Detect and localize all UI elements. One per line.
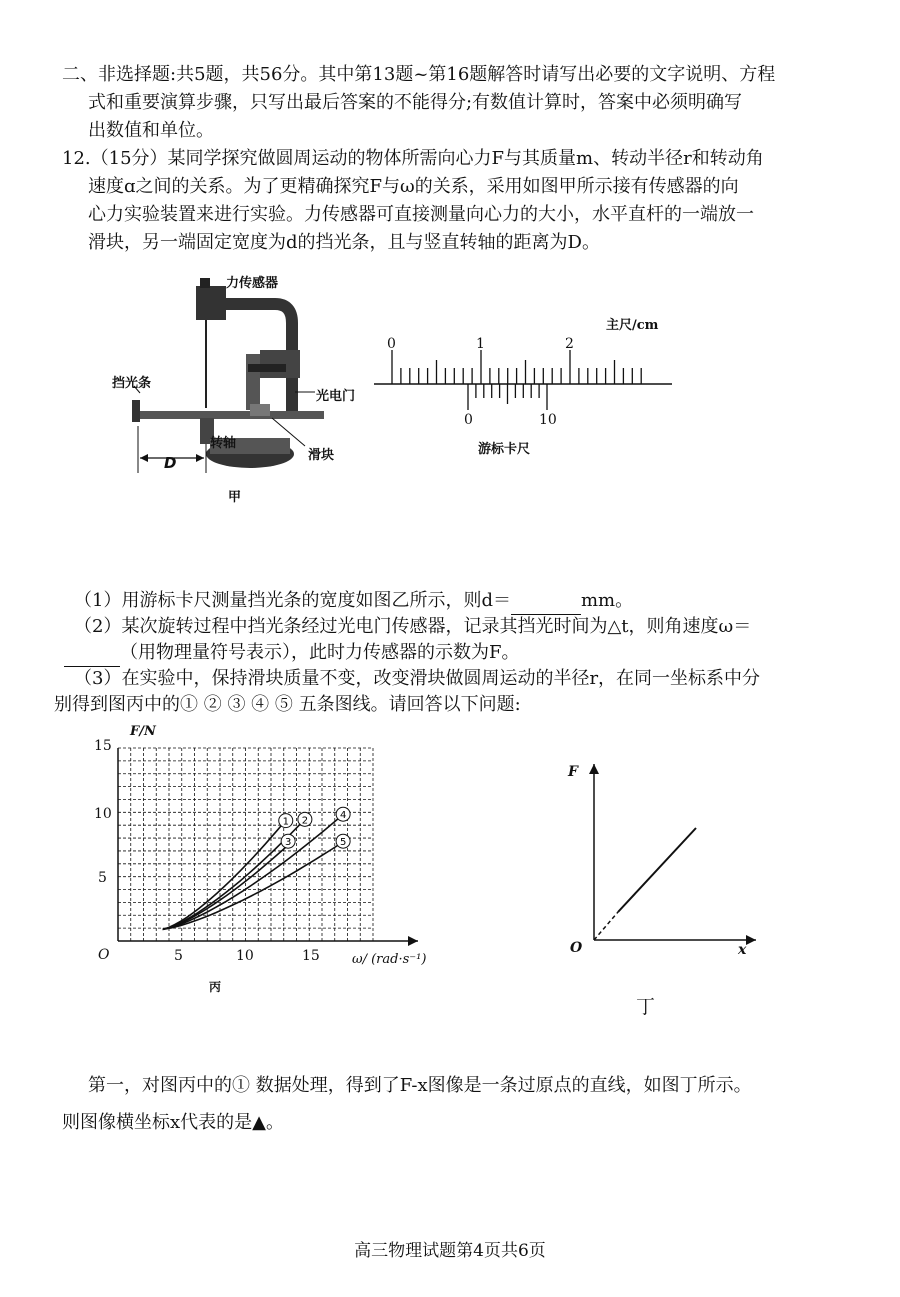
q1-unit: mm。 (580, 590, 634, 611)
caption-apparatus: 甲 (228, 490, 242, 505)
main-scale-ticks (392, 350, 641, 384)
q2-line-1: （2）某次旋转过程中挡光条经过光电门传感器，记录其挡光时间为△t，则角速度ω＝ (74, 616, 752, 637)
main-tick-2: 2 (565, 336, 574, 352)
chart-bing-series-label: 5 (339, 837, 347, 849)
main-tick-1: 1 (476, 336, 485, 352)
conclusion-line-2: 则图像横坐标x代表的是▲。 (62, 1112, 284, 1133)
main-tick-0: 0 (387, 336, 396, 352)
question-line-3: 心力实验装置来进行实验。力传感器可直接测量向心力的大小，水平直杆的一端放一 (88, 204, 754, 225)
q3-line-2: 别得到图丙中的① ② ③ ④ ⑤ 五条图线。请回答以下问题: (54, 694, 521, 715)
q2-text: （用物理量符号表示），此时力传感器的示数为F。 (120, 642, 520, 663)
question-line-1: 12.（15分）某同学探究做圆周运动的物体所需向心力F与其质量m、转动半径r和转动角 (62, 148, 764, 169)
label-photogate: 光电门 (316, 389, 356, 404)
label-shaft: 转轴 (210, 436, 237, 451)
chart-bing-ytick-5: 5 (98, 870, 107, 886)
q1-answer-blank[interactable] (511, 588, 581, 615)
chart-ding-ylabel: F (568, 764, 578, 780)
figure-chart-ding (560, 756, 780, 1018)
main-scale-label: 主尺/cm (606, 318, 659, 333)
chart-bing-xtick-15: 15 (302, 948, 320, 964)
photogate-shape (248, 364, 286, 372)
figure-apparatus (100, 268, 360, 508)
figure-caliper (368, 312, 688, 462)
conclusion-line-1: 第一，对图丙中的① 数据处理，得到了F-x图像是一条过原点的直线，如图丁所示。 (88, 1075, 752, 1096)
q2-line-2 (64, 640, 520, 667)
vernier-tick-0: 0 (464, 412, 473, 428)
chart-ding-xlabel: x (738, 942, 747, 958)
section-line-3: 出数值和单位。 (88, 120, 214, 141)
chart-bing-series-label: 2 (301, 815, 309, 827)
horizontal-rod (134, 411, 324, 419)
q1-text: （1）用游标卡尺测量挡光条的宽度如图乙所示，则d＝ (74, 590, 511, 611)
label-force-sensor: 力传感器 (226, 276, 279, 291)
chart-ding-line (618, 828, 696, 912)
chart-bing-series-label: 1 (282, 816, 289, 828)
chart-ding-dashed-line (594, 912, 618, 940)
label-distance: D (164, 454, 177, 472)
chart-bing-ytick-15: 15 (94, 738, 112, 754)
chart-bing-series-4 (163, 816, 342, 929)
chart-bing-x-arrow (408, 936, 418, 946)
chart-bing-series-label: 3 (284, 837, 292, 849)
vernier-scale-ticks (468, 384, 547, 410)
section-line-1: 二、非选择题:共5题，共56分。其中第13题~第16题解答时请写出必要的文字说明、方程 (62, 64, 776, 85)
force-sensor-body (196, 286, 226, 320)
chart-bing-caption: 丙 (209, 980, 222, 994)
light-bar-shape (132, 400, 140, 422)
chart-bing-xlabel: ω/ (rad·s⁻¹) (352, 952, 427, 967)
caption-caliper: 游标卡尺 (478, 442, 531, 457)
chart-bing-xtick-5: 5 (174, 948, 183, 964)
figure-chart-bing (88, 724, 458, 994)
chart-bing-ytick-10: 10 (94, 806, 112, 822)
page-footer: 高三物理试题第4页共6页 (354, 1241, 546, 1261)
label-light-bar: 挡光条 (112, 376, 152, 391)
q3-line-1: （3）在实验中，保持滑块质量不变，改变滑块做圆周运动的半径r，在同一坐标系中分 (74, 668, 761, 689)
slider-shape (250, 404, 270, 416)
q1-line (74, 588, 633, 615)
question-line-2: 速度ɑ之间的关系。为了更精确探究F与ω的关系，采用如图甲所示接有传感器的向 (88, 176, 739, 197)
chart-ding-origin: O (570, 940, 583, 956)
chart-bing-origin: O (98, 947, 110, 963)
label-slider: 滑块 (308, 448, 335, 463)
chart-bing-xtick-10: 10 (236, 948, 254, 964)
vernier-tick-10: 10 (539, 412, 557, 428)
chart-ding-caption: 丁 (636, 996, 656, 1018)
chart-bing-series-label: 4 (339, 810, 347, 822)
section-line-2: 式和重要演算步骤，只写出最后答案的不能得分;有数值计算时，答案中必须明确写 (88, 92, 743, 113)
q2-answer-blank[interactable] (64, 640, 120, 667)
chart-ding-svg (560, 756, 780, 956)
chart-bing-ylabel: F/N (130, 724, 156, 739)
question-line-4: 滑块，另一端固定宽度为d的挡光条，且与竖直转轴的距离为D。 (88, 232, 600, 253)
